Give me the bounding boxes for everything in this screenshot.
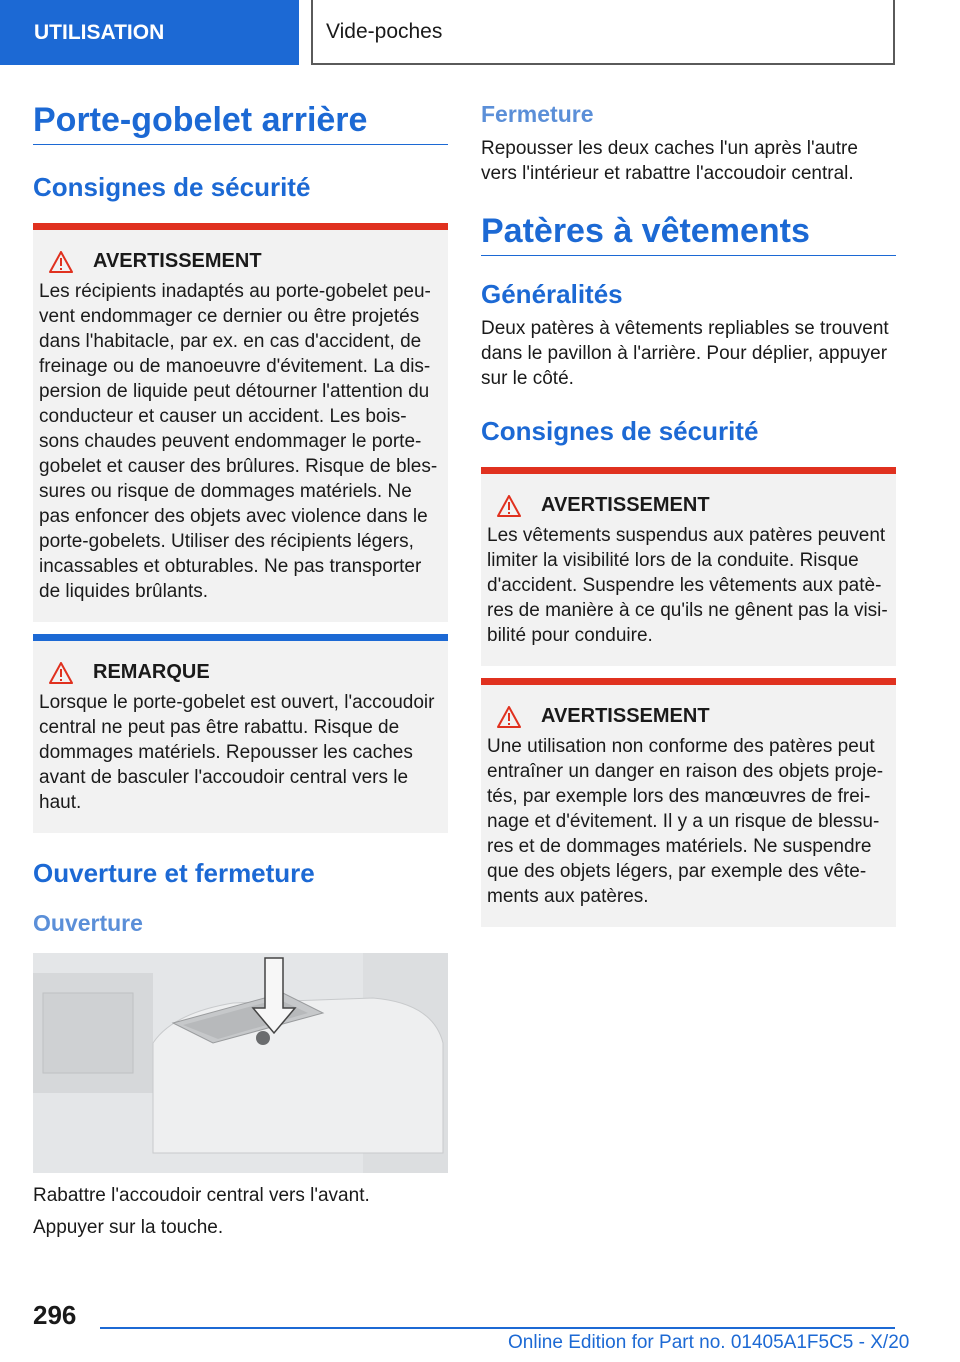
warning-triangle-icon bbox=[497, 706, 521, 728]
closing-heading: Fermeture bbox=[481, 101, 594, 127]
step-press-button: Appuyer sur la touche. bbox=[33, 1217, 224, 1238]
warning-triangle-icon bbox=[497, 495, 521, 517]
warning-text: Les vêtements suspendus aux patères peuvent limiter la visibilité lors de la conduite. Risque d'accident. Suspendre les vêtements aux patè- res de manière à ce qu'ils ne gênent pas la visi- bilité pour conduire. bbox=[487, 525, 888, 646]
note-box-title bbox=[39, 661, 440, 684]
warning-box-coat-projectiles bbox=[481, 678, 896, 927]
header-section-tab bbox=[0, 0, 299, 65]
warning-text: Une utilisation non conforme des patères peut entraîner un danger en raison des objets proje- tés, par exemple lors des manœuvres de frei- nage et d'évitement. Il y a un risque de blessu- res et de dommages matériels. Ne suspendre que des objets légers, par exemple des vête- ments aux patères. bbox=[487, 736, 884, 907]
note-title-text: REMARQUE bbox=[93, 661, 210, 683]
warning-box-coat-visibility bbox=[481, 467, 896, 666]
left-column bbox=[33, 100, 448, 1240]
page-number: 296 bbox=[33, 1300, 77, 1330]
warning-title-text: AVERTISSEMENT bbox=[541, 494, 710, 516]
warning-text: Les récipients inadaptés au porte-gobelet peu- vent endommager ce dernier ou être projetés dans l'habitacle, par ex. en cas d'accident, de freinage ou de manoeuvre d'évitement. La dis- persion de liquide peut détourner l'attention du conducteur et causer un accident. Les bois- sons chaudes peuvent endommager le porte- gobelet et causer des brûlures. Risque de bles- sures ou risque de dommages matériels. Ne pas enfoncer des objets avec violence dans le porte-gobelets. Utiliser des récipients légers, incassables et obturables. Ne pas transporter de liquides brûlants. bbox=[39, 281, 438, 602]
closing-text: Repousser les deux caches l'un après l'autre vers l'intérieur et rabattre l'accoudoir central. bbox=[481, 138, 858, 184]
general-heading: Généralités bbox=[481, 279, 623, 309]
warning-triangle-icon bbox=[49, 251, 73, 273]
header-section-label: UTILISATION bbox=[34, 20, 165, 44]
warning-title-text: AVERTISSEMENT bbox=[93, 250, 262, 272]
header-topic-tab bbox=[311, 0, 895, 65]
safety-heading-left: Consignes de sécurité bbox=[33, 172, 311, 202]
opening-heading: Ouverture bbox=[33, 910, 143, 936]
step-fold-armrest: Rabattre l'accoudoir central vers l'avant. bbox=[33, 1185, 370, 1206]
header-topic-label: Vide-poches bbox=[326, 19, 443, 43]
general-text: Deux patères à vêtements repliables se trouvent dans le pavillon à l'arrière. Pour déplier, appuyer sur le côté. bbox=[481, 318, 889, 389]
coat-hooks-title: Patères à vêtements bbox=[481, 211, 896, 256]
open-close-heading: Ouverture et fermeture bbox=[33, 858, 315, 888]
right-column bbox=[481, 100, 896, 927]
warning-box-title bbox=[487, 705, 888, 728]
warning-box-title bbox=[487, 494, 888, 517]
note-text: Lorsque le porte-gobelet est ouvert, l'accoudoir central ne peut pas être rabattu. Risque de dommages matériels. Repousser les caches avant de basculer l'accoudoir central vers le haut. bbox=[39, 692, 435, 813]
footer-rule bbox=[100, 1327, 895, 1329]
warning-triangle-icon bbox=[49, 662, 73, 684]
page-title-cup-holder: Porte-gobelet arrière bbox=[33, 100, 448, 145]
note-box-cup-holder bbox=[33, 634, 448, 833]
warning-box-title bbox=[39, 250, 440, 273]
armrest-cup-holder-photo bbox=[33, 953, 448, 1173]
warning-title-text: AVERTISSEMENT bbox=[541, 705, 710, 727]
online-edition-text: Online Edition for Part no. 01405A1F5C5 - X/20 bbox=[508, 1332, 910, 1353]
safety-heading-right: Consignes de sécurité bbox=[481, 416, 759, 446]
warning-box-cup-holder bbox=[33, 223, 448, 622]
